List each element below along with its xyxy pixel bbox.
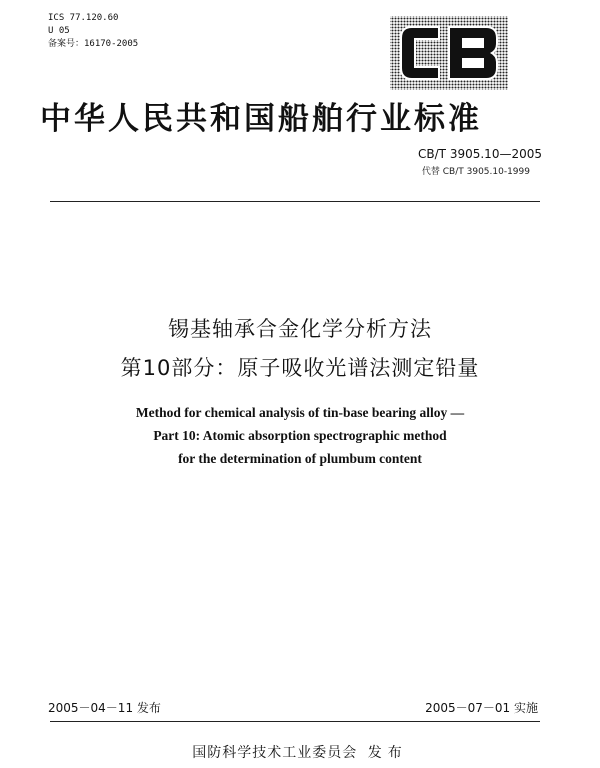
header-divider: [50, 201, 540, 202]
ics-code: ICS 77.120.60: [48, 13, 119, 23]
title-en-line2: Part 10: Atomic absorption spectrographic method: [153, 428, 447, 443]
title-en-line1: Method for chemical analysis of tin-base bearing alloy —: [135, 405, 465, 420]
publisher-name: 国防科学技术工业委员会: [192, 745, 358, 761]
replaces-standard: 代替 CB/T 3905.10-1999: [421, 167, 530, 177]
title-zh-line2: 第10部分：原子吸收光谱法测定铅量: [120, 356, 480, 380]
header-meta: [48, 12, 138, 51]
standard-number: CB/T 3905.10—2005: [418, 147, 542, 161]
publisher: [0, 742, 600, 762]
classification-code: U 05: [48, 26, 70, 36]
title-en-line3: for the determination of plumbum content: [178, 451, 422, 466]
effective-date: 2005－07－01 实施: [425, 701, 538, 715]
publisher-action: 发布: [367, 745, 408, 761]
record-number: 备案号：16170-2005: [48, 39, 139, 49]
issue-date: 2005－04－11 发布: [48, 701, 161, 715]
title-zh-line1: 锡基轴承合金化学分析方法: [168, 317, 432, 341]
footer-divider: [50, 721, 540, 722]
cb-logo-icon: [388, 14, 510, 92]
standard-category-title: 中华人民共和国船舶行业标准: [40, 101, 482, 137]
